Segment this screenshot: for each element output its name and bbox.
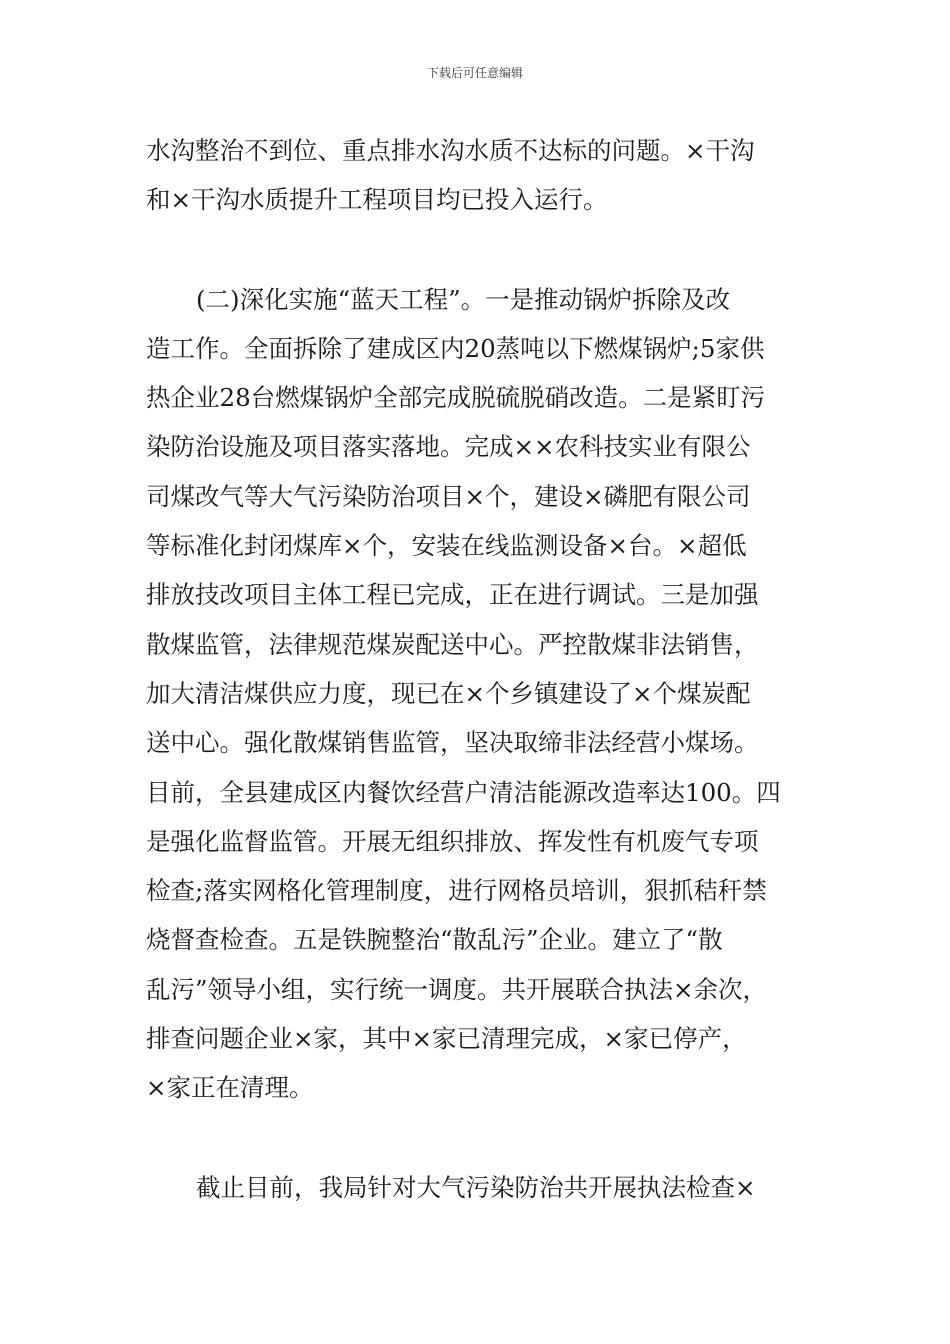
paragraph-water-ditch [146,126,826,225]
paragraph-spacer [146,1113,826,1163]
text-line: 水沟整治不到位、重点排水沟水质不达标的问题。×干沟 [146,136,755,165]
paragraph-blue-sky-project [146,275,826,1113]
paragraph-spacer [146,225,826,275]
document-body [146,126,826,1212]
text-line: 排查问题企业×家，其中×家已清理完成，×家已停产， [146,1024,747,1054]
page-header: 下载后可任意编辑 [426,66,523,80]
text-line: ×家正在清理。 [146,1073,314,1103]
text-line: 和×干沟水质提升工程项目均已投入运行。 [146,185,608,215]
text-line: 司煤改气等大气污染防治项目×个，建设×磷肥有限公司 [146,481,751,511]
text-line: 染防治设施及项目落实落地。完成××农科技实业有限公 [146,432,751,462]
text-line: 等标准化封闭煤库×个，安装在线监测设备×台。×超低 [146,531,747,561]
text-line: 加大清洁煤供应力度，现已在×个乡镇建设了×个煤炭配 [146,678,751,708]
text-line: 乱污”领导小组，实行统一调度。共开展联合执法×余次， [146,974,768,1004]
text-line: 造工作。全面拆除了建成区内20蒸吨以下燃煤锅炉;5家供 [146,333,765,363]
text-line: 排放技改项目主体工程已完成，正在进行调试。三是加强 [146,580,759,610]
text-line: 热企业28台燃煤锅炉全部完成脱硫脱硝改造。二是紧盯污 [146,383,766,413]
text-line: 目前，全县建成区内餐饮经营户清洁能源改造率达100。四 [146,777,781,807]
text-line: 散煤监管，法律规范煤炭配送中心。严控散煤非法销售， [146,629,759,659]
text-line: 检查;落实网格化管理制度，进行网格员培训，狠抓秸秆禁 [146,876,767,906]
text-line: (二)深化实施“蓝天工程”。一是推动锅炉拆除及改 [196,284,731,314]
text-line: 送中心。强化散煤销售监管，坚决取缔非法经营小煤场。 [146,728,759,758]
paragraph-enforcement-summary [146,1163,826,1212]
text-line: 是强化监督监管。开展无组织排放、挥发性有机废气专项 [146,826,759,856]
text-line: 截止目前，我局针对大气污染防治共开展执法检查× [196,1172,756,1202]
text-line: 烧督查检查。五是铁腕整治“散乱污”企业。建立了“散 [146,925,723,955]
